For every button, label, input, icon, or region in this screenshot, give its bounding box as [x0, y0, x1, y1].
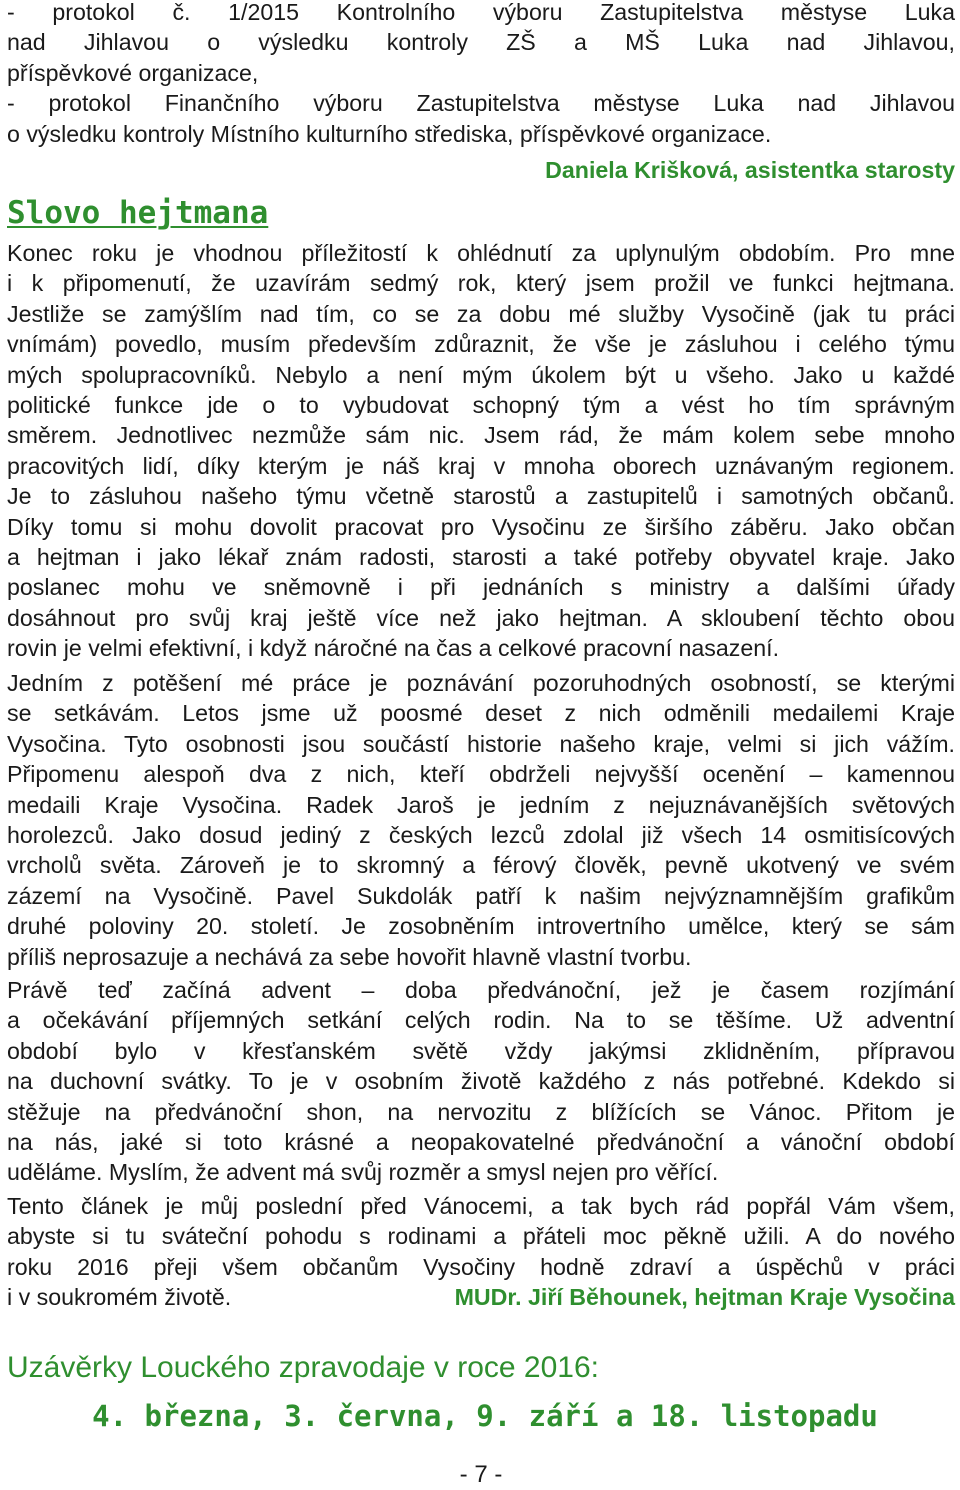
text-line: na duchovní svátky. To je v osobním životě každého z nás potřebné. Kdekdo si: [7, 1068, 955, 1095]
text-line: Je to zásluhou našeho týmu včetně starostů a zastupitelů i samotných občanů.: [7, 483, 955, 510]
text-line: i k připomenutí, že uzavírám sedmý rok, který jsem prožil ve funkci hejtmana.: [7, 270, 955, 297]
text-line: vnímám) povedlo, musím především zdůraznit, že vše je zásluhou i celého týmu: [7, 331, 955, 358]
text-line: poslanec mohu ve sněmovně i při jednáních s ministry a dalšími úřady: [7, 574, 955, 601]
text-line: abyste si tu sváteční pohodu s rodinami a přáteli moc pěkně užili. A do nového: [7, 1223, 955, 1250]
text-line: dosáhnout pro svůj kraj ještě více než jako hejtman. A skloubení těchto obou: [7, 604, 955, 631]
text-line: Právě teď začíná advent – doba předvánoční, jež je časem rozjímání: [7, 977, 955, 1003]
text-line: Tento článek je můj poslední před Vánocemi, a tak bych rád popřál Vám všem,: [7, 1193, 955, 1219]
text-line: politické funkce jde o to vybudovat schopný tým a vést ho tím správným: [7, 391, 955, 418]
article-heading: Slovo hejtmana: [7, 195, 269, 231]
text-line: Jestliže se zamýšlím nad tím, co se za dobu mé služby Vysočině (jak tu práci: [7, 300, 955, 327]
protocol-line: o výsledku kontroly Místního kulturního střediska, příspěvkové organizace.: [7, 120, 772, 147]
text-line: medaili Kraje Vysočina. Radek Jaroš je jedním z nejuznávanějších světových: [7, 791, 955, 818]
text-line: Vysočina. Tyto osobnosti jsou součástí historie našeho kraje, velmi si jich vážím.: [7, 730, 955, 757]
text-line: směrem. Jednotlivec nezmůže sám nic. Jsem rád, že mám kolem sebe mnoho: [7, 422, 955, 449]
protocol-line: nad Jihlavou o výsledku kontroly ZŠ a MŠ Luka nad Jihlavou,: [7, 29, 955, 56]
text-line: a hejtman i jako lékař znám radosti, starosti a také potřeby obyvatel kraje. Jako: [7, 543, 955, 570]
text-line: a očekávání příjemných setkání celých rodin. Na to se těšíme. Už adventní: [7, 1007, 955, 1034]
page-number: - 7 -: [459, 1461, 503, 1488]
deadlines-dates: 4. března, 3. června, 9. září a 18. listopadu: [92, 1399, 878, 1433]
deadlines-title: Uzávěrky Louckého zpravodaje v roce 2016:: [7, 1351, 600, 1384]
text-line: Připomenu alespoň dva z nich, kteří obdrželi nejvyšší ocenění – kamennou: [7, 761, 955, 788]
text-line: se setkávám. Letos jsme už poosmé deset z nich odměnili medailemi Kraje: [7, 700, 955, 727]
text-line: rovin je velmi efektivní, i když náročné na čas a celkové pracovní nasazení.: [7, 635, 780, 662]
closing-text: i v soukromém životě.: [7, 1284, 232, 1311]
text-line: zázemí na Vysočině. Pavel Sukdolák patří k našim nejvýznamnějším grafikům: [7, 882, 955, 909]
text-line: příliš neprosazuje a nechává za sebe hovořit hlavně vlastní tvorbu.: [7, 943, 692, 970]
protocol-line: příspěvkové organizace,: [7, 59, 259, 86]
paragraph-3: [7, 975, 955, 1188]
text-line: stěžuje na předvánoční shon, na nervozitu z blížících se Vánoc. Přitom je: [7, 1098, 955, 1125]
paragraph-2: [7, 668, 955, 972]
text-line: druhé poloviny 20. století. Je zosobněním introvertního umělce, který se sám: [7, 913, 955, 940]
text-line: pracovitých lidí, díky kterým je náš kraj v mnoha oborech uznávaným regionem.: [7, 452, 955, 479]
protocols-section: [7, 0, 955, 149]
text-line: horolezců. Jako dosud jediný z českých lezců zdolal již všech 14 osmitisícových: [7, 821, 955, 848]
text-line: mých spolupracovníků. Nebylo a není mým úkolem být u všeho. Jako u každé: [7, 361, 955, 388]
text-line: Jedním z potěšení mé práce je poznávání pozoruhodných osobností, se kterými: [7, 670, 955, 696]
protocol-line: - protokol č. 1/2015 Kontrolního výboru Zastupitelstva městyse Luka: [7, 0, 955, 25]
paragraph-1: [7, 238, 955, 663]
paragraph-4: [7, 1191, 955, 1313]
text-line: uděláme. Myslím, že advent má svůj rozměr a smysl nejen pro věřící.: [7, 1159, 719, 1186]
text-line: vrcholů světa. Zároveň je to skromný a férový člověk, pevně ukotvený ve svém: [7, 852, 955, 879]
text-line: Konec roku je vhodnou příležitostí k ohlédnutí za uplynulým obdobím. Pro mne: [7, 240, 955, 266]
protocol-line: - protokol Finančního výboru Zastupitelstva městyse Luka nad Jihlavou: [7, 90, 955, 117]
governor-signature: MUDr. Jiří Běhounek, hejtman Kraje Vysočina: [454, 1284, 955, 1311]
text-line: roku 2016 přeji všem občanům Vysočiny hodně zdraví a úspěchů v práci: [7, 1253, 955, 1280]
closing-line: [7, 1282, 955, 1312]
assistant-signature: Daniela Krišková, asistentka starosty: [545, 157, 955, 183]
text-line: období bylo v křesťanském světě vždy jakýmsi zklidněním, přípravou: [7, 1037, 955, 1064]
text-line: na nás, jaké si toto krásné a neopakovatelné předvánoční a vánoční období: [7, 1128, 955, 1155]
text-line: Díky tomu si mohu dovolit pracovat pro Vysočinu ze širšího záběru. Jako občan: [7, 513, 955, 540]
